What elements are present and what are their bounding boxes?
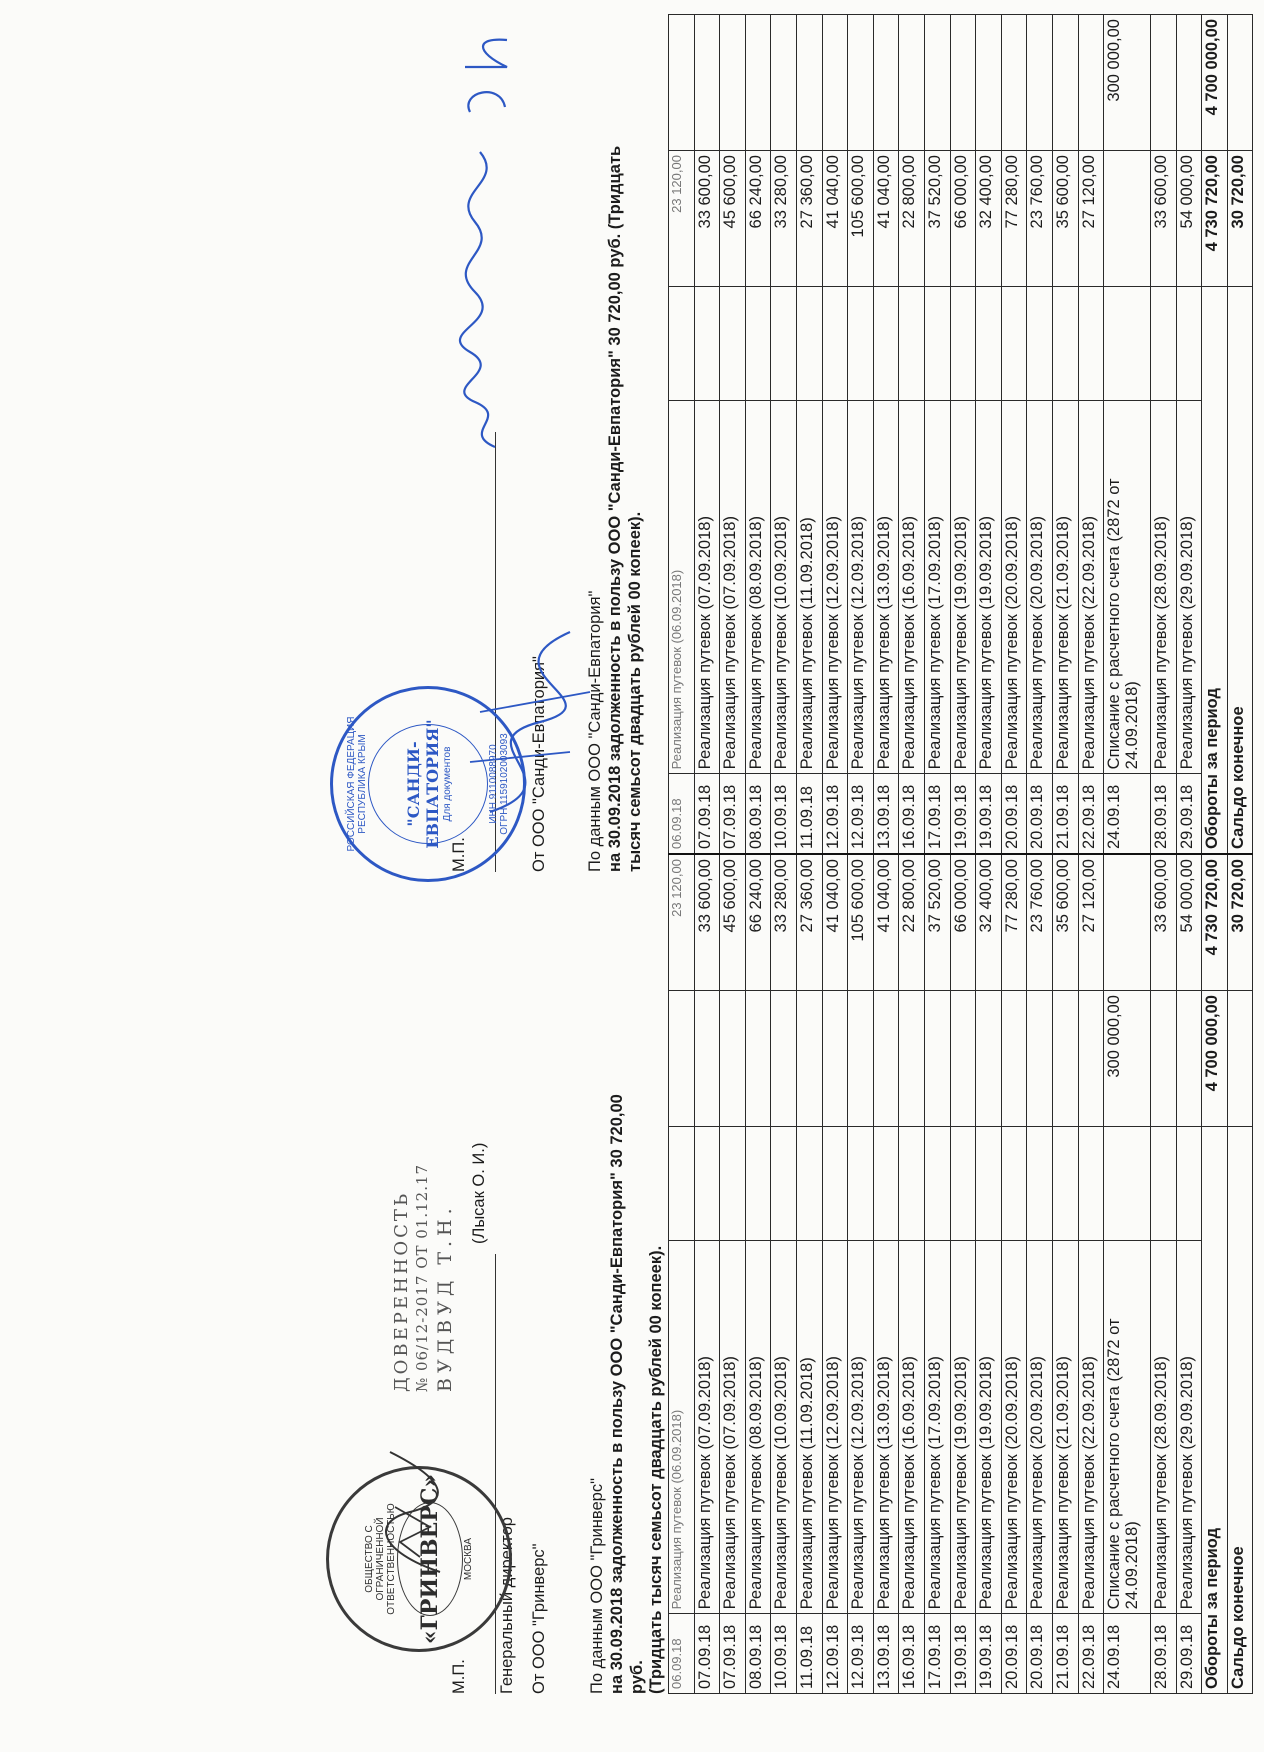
closing-label: Сальдо конечное [1227, 1127, 1253, 1694]
cell-empty [822, 287, 848, 401]
turnover-left-credit: 4 730 720,00 [1202, 854, 1228, 991]
cell-desc-right: Реализация путевок (07.09.2018) [694, 401, 720, 774]
turnover-label: Обороты за период [1202, 1127, 1228, 1694]
left-mp: М.П. [450, 1659, 468, 1694]
cell-empty [976, 287, 1002, 401]
cell-desc: Реализация путевок (19.09.2018) [976, 1241, 1002, 1614]
right-note-line2: на 30.09.2018 задолженность в пользу ООО "Санди-Евпатория" 30 720,00 руб. (Тридцать [605, 145, 624, 872]
cell-left-credit: 41 040,00 [822, 854, 848, 991]
cell-right-debit: 41 040,00 [822, 151, 848, 287]
stamp-name: "САНДИ-ЕВПАТОРИЯ" [403, 719, 442, 849]
cell-right-debit: 33 280,00 [771, 151, 797, 287]
cell-right-debit [1104, 151, 1151, 287]
cell-left-debit [873, 991, 899, 1127]
cell-left-debit [1001, 991, 1027, 1127]
cell-empty [771, 1127, 797, 1241]
cell-empty [950, 1127, 976, 1241]
cell-left-credit: 54 000,00 [1176, 854, 1202, 991]
left-from: От ООО "Гринверс" [530, 1543, 548, 1694]
cell-right-credit [899, 15, 925, 151]
stamp-inn: ИНН 9110088970 [488, 744, 499, 824]
cell-desc: Реализация путевок (22.09.2018) [1078, 1241, 1104, 1614]
cell-date-right: 17.09.18 [924, 774, 950, 854]
cell-date-right: 07.09.18 [694, 774, 720, 854]
table-row [899, 15, 925, 1694]
table-row [822, 15, 848, 1694]
cell-desc: Списание с расчетного счета (2872 от 24.09.2018) [1104, 1241, 1151, 1614]
stamp-ogrn: ОГРН 1159102003093 [499, 733, 510, 835]
cell-date-right: 22.09.18 [1078, 774, 1104, 854]
cell-left-credit [1104, 854, 1151, 991]
cell-desc: Реализация путевок (28.09.2018) [1151, 1241, 1177, 1614]
cell-right-credit [822, 15, 848, 151]
cell-date: 10.09.18 [771, 1614, 797, 1694]
cell-left-debit: 300 000,00 [1104, 991, 1151, 1127]
cell-date: 29.09.18 [1176, 1614, 1202, 1694]
table-row [1052, 15, 1078, 1694]
poa-number: № 06/12-2017 ОТ 01.12.17 [413, 1163, 432, 1392]
cell-desc: Реализация путевок (11.09.2018) [796, 1241, 822, 1614]
cell-desc: Реализация путевок (21.09.2018) [1052, 1241, 1078, 1614]
table-row [796, 15, 822, 1694]
cell-left-debit [822, 991, 848, 1127]
table-row [924, 15, 950, 1694]
cell-desc: Реализация путевок (08.09.2018) [745, 1241, 771, 1614]
cell-desc-right: Реализация путевок (16.09.2018) [899, 401, 925, 774]
table-row [1151, 15, 1177, 1694]
cell-left-credit: 23 760,00 [1027, 854, 1053, 991]
right-signature-scribble [450, 622, 600, 822]
power-of-attorney-stamp [390, 1164, 458, 1392]
cell-right-credit [1001, 15, 1027, 151]
cell-desc: Реализация путевок (07.09.2018) [694, 1241, 720, 1614]
cell-desc-right: Реализация путевок (12.09.2018) [822, 401, 848, 774]
cell-desc-right: Реализация путевок (07.09.2018) [720, 401, 746, 774]
cell-date: 07.09.18 [694, 1614, 720, 1694]
reconciliation-table [668, 14, 1253, 1694]
cell-right-debit: 32 400,00 [976, 151, 1002, 287]
closing-left-debit [1227, 991, 1253, 1127]
cell-left-debit [899, 991, 925, 1127]
stamp-city: МОСКВА [463, 1537, 474, 1581]
cell-left-debit [669, 991, 695, 1127]
cell-right-credit [771, 15, 797, 151]
left-signer: (Лысак О. И.) [470, 1142, 488, 1244]
cell-left-credit: 37 520,00 [924, 854, 950, 991]
cell-desc: Реализация путевок (06.09.2018) [669, 1241, 695, 1614]
cell-left-debit [848, 991, 874, 1127]
cell-date-right: 12.09.18 [848, 774, 874, 854]
closing-row [1227, 15, 1253, 1694]
cell-right-credit [1176, 15, 1202, 151]
right-from: От ООО "Санди-Евпатория" [530, 656, 548, 872]
cell-desc: Реализация путевок (10.09.2018) [771, 1241, 797, 1614]
cell-empty [924, 1127, 950, 1241]
cell-left-debit [694, 991, 720, 1127]
cell-empty [1176, 287, 1202, 401]
cell-right-credit [694, 15, 720, 151]
cell-date: 07.09.18 [720, 1614, 746, 1694]
cell-left-debit [1027, 991, 1053, 1127]
poa-title: ДОВЕРЕННОСТЬ [391, 1190, 412, 1392]
cell-empty [669, 1127, 695, 1241]
stamp-text: ОБЩЕСТВО С ОГРАНИЧЕННОЙ ОТВЕТСТВЕННОСТЬЮ [364, 1503, 397, 1615]
closing-left-credit: 30 720,00 [1227, 854, 1253, 991]
cell-empty [1052, 1127, 1078, 1241]
cell-date-right: 20.09.18 [1027, 774, 1053, 854]
cell-desc: Реализация путевок (16.09.2018) [899, 1241, 925, 1614]
left-note-line2: на 30.09.2018 задолженность в пользу ООО "Санди-Евпатория" 30 720,00 руб. [607, 1094, 646, 1694]
cell-desc: Реализация путевок (17.09.2018) [924, 1241, 950, 1614]
cell-right-debit: 27 120,00 [1078, 151, 1104, 287]
table-row [1104, 15, 1151, 1694]
cell-right-debit: 41 040,00 [873, 151, 899, 287]
stamp-name: «ГРИНВЕРС» [417, 1473, 443, 1645]
cell-left-credit: 33 280,00 [771, 854, 797, 991]
cell-empty [1078, 287, 1104, 401]
cell-date: 11.09.18 [796, 1614, 822, 1694]
cell-desc-right: Реализация путевок (10.09.2018) [771, 401, 797, 774]
cell-left-credit: 35 600,00 [1052, 854, 1078, 991]
cell-empty [1052, 287, 1078, 401]
cell-desc-right: Реализация путевок (20.09.2018) [1001, 401, 1027, 774]
cell-empty [1151, 287, 1177, 401]
closing-right-debit: 30 720,00 [1227, 151, 1253, 287]
left-signature-line [495, 1254, 496, 1694]
cell-left-credit: 33 600,00 [1151, 854, 1177, 991]
table-row [771, 15, 797, 1694]
cell-date-right: 11.09.18 [796, 774, 822, 854]
cell-desc-right: Реализация путевок (08.09.2018) [745, 401, 771, 774]
cell-right-debit: 22 800,00 [899, 151, 925, 287]
cell-date-right: 21.09.18 [1052, 774, 1078, 854]
cell-date-right: 07.09.18 [720, 774, 746, 854]
closing-label-right: Сальдо конечное [1227, 287, 1253, 855]
cell-date-right: 10.09.18 [771, 774, 797, 854]
cell-right-credit [720, 15, 746, 151]
table-row [1001, 15, 1027, 1694]
cell-empty [1027, 287, 1053, 401]
cell-left-debit [796, 991, 822, 1127]
cell-date: 13.09.18 [873, 1614, 899, 1694]
cell-empty [950, 287, 976, 401]
cell-date: 06.09.18 [669, 1614, 695, 1694]
cell-left-credit: 23 120,00 [669, 854, 695, 991]
table-row [1027, 15, 1053, 1694]
cell-right-credit [976, 15, 1002, 151]
cell-date: 21.09.18 [1052, 1614, 1078, 1694]
cell-left-credit: 33 600,00 [694, 854, 720, 991]
cell-empty [796, 1127, 822, 1241]
cell-date-right: 29.09.18 [1176, 774, 1202, 854]
cell-left-debit [1052, 991, 1078, 1127]
right-mp: М.П. [450, 837, 468, 872]
cell-left-debit [745, 991, 771, 1127]
cell-right-credit [1078, 15, 1104, 151]
table-row [720, 15, 746, 1694]
poa-name: ВУДВУД Т.Н. [433, 1203, 456, 1392]
cell-empty [822, 1127, 848, 1241]
cell-right-credit [1027, 15, 1053, 151]
cell-left-debit [720, 991, 746, 1127]
cell-left-credit: 77 280,00 [1001, 854, 1027, 991]
cell-desc-right: Реализация путевок (22.09.2018) [1078, 401, 1104, 774]
cell-empty [899, 1127, 925, 1241]
cell-right-credit [924, 15, 950, 151]
cell-desc: Реализация путевок (12.09.2018) [848, 1241, 874, 1614]
cell-empty [1104, 1127, 1151, 1241]
cell-right-credit [796, 15, 822, 151]
cell-empty [669, 287, 695, 401]
cell-desc-right: Реализация путевок (21.09.2018) [1052, 401, 1078, 774]
cell-desc: Реализация путевок (29.09.2018) [1176, 1241, 1202, 1614]
cell-empty [1176, 1127, 1202, 1241]
cell-desc-right: Реализация путевок (20.09.2018) [1027, 401, 1053, 774]
cell-date-right: 13.09.18 [873, 774, 899, 854]
cell-right-credit [1151, 15, 1177, 151]
cell-desc-right: Списание с расчетного счета (2872 от 24.09.2018) [1104, 401, 1151, 774]
cell-left-credit: 45 600,00 [720, 854, 746, 991]
cell-empty [694, 1127, 720, 1241]
cell-right-credit [950, 15, 976, 151]
cell-left-debit [1151, 991, 1177, 1127]
cell-right-debit: 33 600,00 [694, 151, 720, 287]
cell-desc-right: Реализация путевок (28.09.2018) [1151, 401, 1177, 774]
cell-empty [976, 1127, 1002, 1241]
table-row [694, 15, 720, 1694]
turnover-left-debit: 4 700 000,00 [1202, 991, 1228, 1127]
cell-right-debit: 37 520,00 [924, 151, 950, 287]
left-note-line3: (Тридцать тысяч семьсот двадцать рублей 00 копеек). [647, 1245, 666, 1694]
table-row [976, 15, 1002, 1694]
cell-date-right: 20.09.18 [1001, 774, 1027, 854]
cell-empty [1104, 287, 1151, 401]
cell-right-debit: 77 280,00 [1001, 151, 1027, 287]
cell-desc: Реализация путевок (20.09.2018) [1001, 1241, 1027, 1614]
cell-left-debit [1176, 991, 1202, 1127]
cell-date: 22.09.18 [1078, 1614, 1104, 1694]
cell-desc-right: Реализация путевок (29.09.2018) [1176, 401, 1202, 774]
cell-left-debit [976, 991, 1002, 1127]
cell-empty [1027, 1127, 1053, 1241]
cell-empty [694, 287, 720, 401]
cell-date: 17.09.18 [924, 1614, 950, 1694]
cell-date-right: 19.09.18 [976, 774, 1002, 854]
cell-right-debit: 23 760,00 [1027, 151, 1053, 287]
left-balance-note [588, 1074, 667, 1694]
table-body [669, 15, 1253, 1694]
cell-date: 24.09.18 [1104, 1614, 1151, 1694]
cell-empty [899, 287, 925, 401]
table-row [873, 15, 899, 1694]
cell-desc-right: Реализация путевок (11.09.2018) [796, 401, 822, 774]
cell-right-debit: 105 600,00 [848, 151, 874, 287]
cell-empty [848, 287, 874, 401]
cell-empty [771, 287, 797, 401]
cell-right-debit: 66 240,00 [745, 151, 771, 287]
cell-desc: Реализация путевок (13.09.2018) [873, 1241, 899, 1614]
cell-left-credit: 66 000,00 [950, 854, 976, 991]
cell-desc-right: Реализация путевок (12.09.2018) [848, 401, 874, 774]
partial-row [669, 15, 695, 1694]
cell-date: 19.09.18 [950, 1614, 976, 1694]
cell-date: 20.09.18 [1001, 1614, 1027, 1694]
cell-desc-right: Реализация путевок (06.09.2018) [669, 401, 695, 774]
cell-date: 20.09.18 [1027, 1614, 1053, 1694]
closing-right-credit [1227, 15, 1253, 151]
right-note-line3: тысяч семьсот двадцать рублей 00 копеек). [625, 511, 644, 872]
cell-date: 28.09.18 [1151, 1614, 1177, 1694]
cell-right-debit: 66 000,00 [950, 151, 976, 287]
cell-right-debit: 33 600,00 [1151, 151, 1177, 287]
left-note-line1: По данным ООО "Гринверс" [588, 1478, 606, 1694]
cell-date-right: 28.09.18 [1151, 774, 1177, 854]
cell-empty [1001, 1127, 1027, 1241]
table-row [848, 15, 874, 1694]
cell-date-right: 16.09.18 [899, 774, 925, 854]
cell-right-debit: 23 120,00 [669, 151, 695, 287]
cell-right-debit: 45 600,00 [720, 151, 746, 287]
cell-date: 12.09.18 [822, 1614, 848, 1694]
cell-empty [720, 1127, 746, 1241]
stamp-docs: Для документов [441, 746, 453, 822]
cell-empty [873, 287, 899, 401]
cell-desc-right: Реализация путевок (19.09.2018) [950, 401, 976, 774]
table-row [1176, 15, 1202, 1694]
cell-empty [745, 1127, 771, 1241]
cell-empty [720, 287, 746, 401]
cell-date: 16.09.18 [899, 1614, 925, 1694]
cell-left-credit: 105 600,00 [848, 854, 874, 991]
cell-right-credit [873, 15, 899, 151]
cell-right-credit: 300 000,00 [1104, 15, 1151, 151]
cell-left-debit [924, 991, 950, 1127]
cell-empty [745, 287, 771, 401]
cell-desc: Реализация путевок (07.09.2018) [720, 1241, 746, 1614]
cell-empty [848, 1127, 874, 1241]
stamp-top: РОССИЙСКАЯ ФЕДЕРАЦИЯ РЕСПУБЛИКА КРЫМ [346, 716, 368, 852]
cell-left-debit [771, 991, 797, 1127]
cell-desc: Реализация путевок (20.09.2018) [1027, 1241, 1053, 1614]
table-row [1078, 15, 1104, 1694]
cell-date-right: 12.09.18 [822, 774, 848, 854]
cell-right-credit [669, 15, 695, 151]
cell-left-credit: 32 400,00 [976, 854, 1002, 991]
cell-left-debit [950, 991, 976, 1127]
cell-date: 08.09.18 [745, 1614, 771, 1694]
turnover-label-right: Обороты за период [1202, 287, 1228, 855]
right-handwritten-name [455, 32, 515, 452]
cell-empty [924, 287, 950, 401]
cell-empty [1001, 287, 1027, 401]
cell-date: 12.09.18 [848, 1614, 874, 1694]
turnover-right-debit: 4 730 720,00 [1202, 151, 1228, 287]
cell-left-credit: 27 120,00 [1078, 854, 1104, 991]
cell-empty [1151, 1127, 1177, 1241]
turnover-right-credit: 4 700 000,00 [1202, 15, 1228, 151]
cell-desc: Реализация путевок (19.09.2018) [950, 1241, 976, 1614]
cell-empty [1078, 1127, 1104, 1241]
cell-left-credit: 27 360,00 [796, 854, 822, 991]
cell-date-right: 08.09.18 [745, 774, 771, 854]
right-note-line1: По данным ООО "Санди-Евпатория" [586, 590, 604, 872]
cell-desc-right: Реализация путевок (13.09.2018) [873, 401, 899, 774]
cell-right-credit [745, 15, 771, 151]
table-row [950, 15, 976, 1694]
cell-date-right: 06.09.18 [669, 774, 695, 854]
cell-desc-right: Реализация путевок (17.09.2018) [924, 401, 950, 774]
cell-left-debit [1078, 991, 1104, 1127]
table-row [745, 15, 771, 1694]
cell-right-debit: 35 600,00 [1052, 151, 1078, 287]
turnover-row [1202, 15, 1228, 1694]
cell-date-right: 24.09.18 [1104, 774, 1151, 854]
cell-desc: Реализация путевок (12.09.2018) [822, 1241, 848, 1614]
cell-left-credit: 22 800,00 [899, 854, 925, 991]
cell-date-right: 19.09.18 [950, 774, 976, 854]
cell-right-credit [1052, 15, 1078, 151]
cell-empty [873, 1127, 899, 1241]
left-signature-scribble [360, 1442, 470, 1582]
left-position: Генеральный директор [498, 1517, 516, 1694]
cell-right-debit: 54 000,00 [1176, 151, 1202, 287]
cell-right-credit [848, 15, 874, 151]
cell-left-credit: 41 040,00 [873, 854, 899, 991]
cell-desc-right: Реализация путевок (19.09.2018) [976, 401, 1002, 774]
cell-date: 19.09.18 [976, 1614, 1002, 1694]
cell-empty [796, 287, 822, 401]
cell-right-debit: 27 360,00 [796, 151, 822, 287]
cell-left-credit: 66 240,00 [745, 854, 771, 991]
